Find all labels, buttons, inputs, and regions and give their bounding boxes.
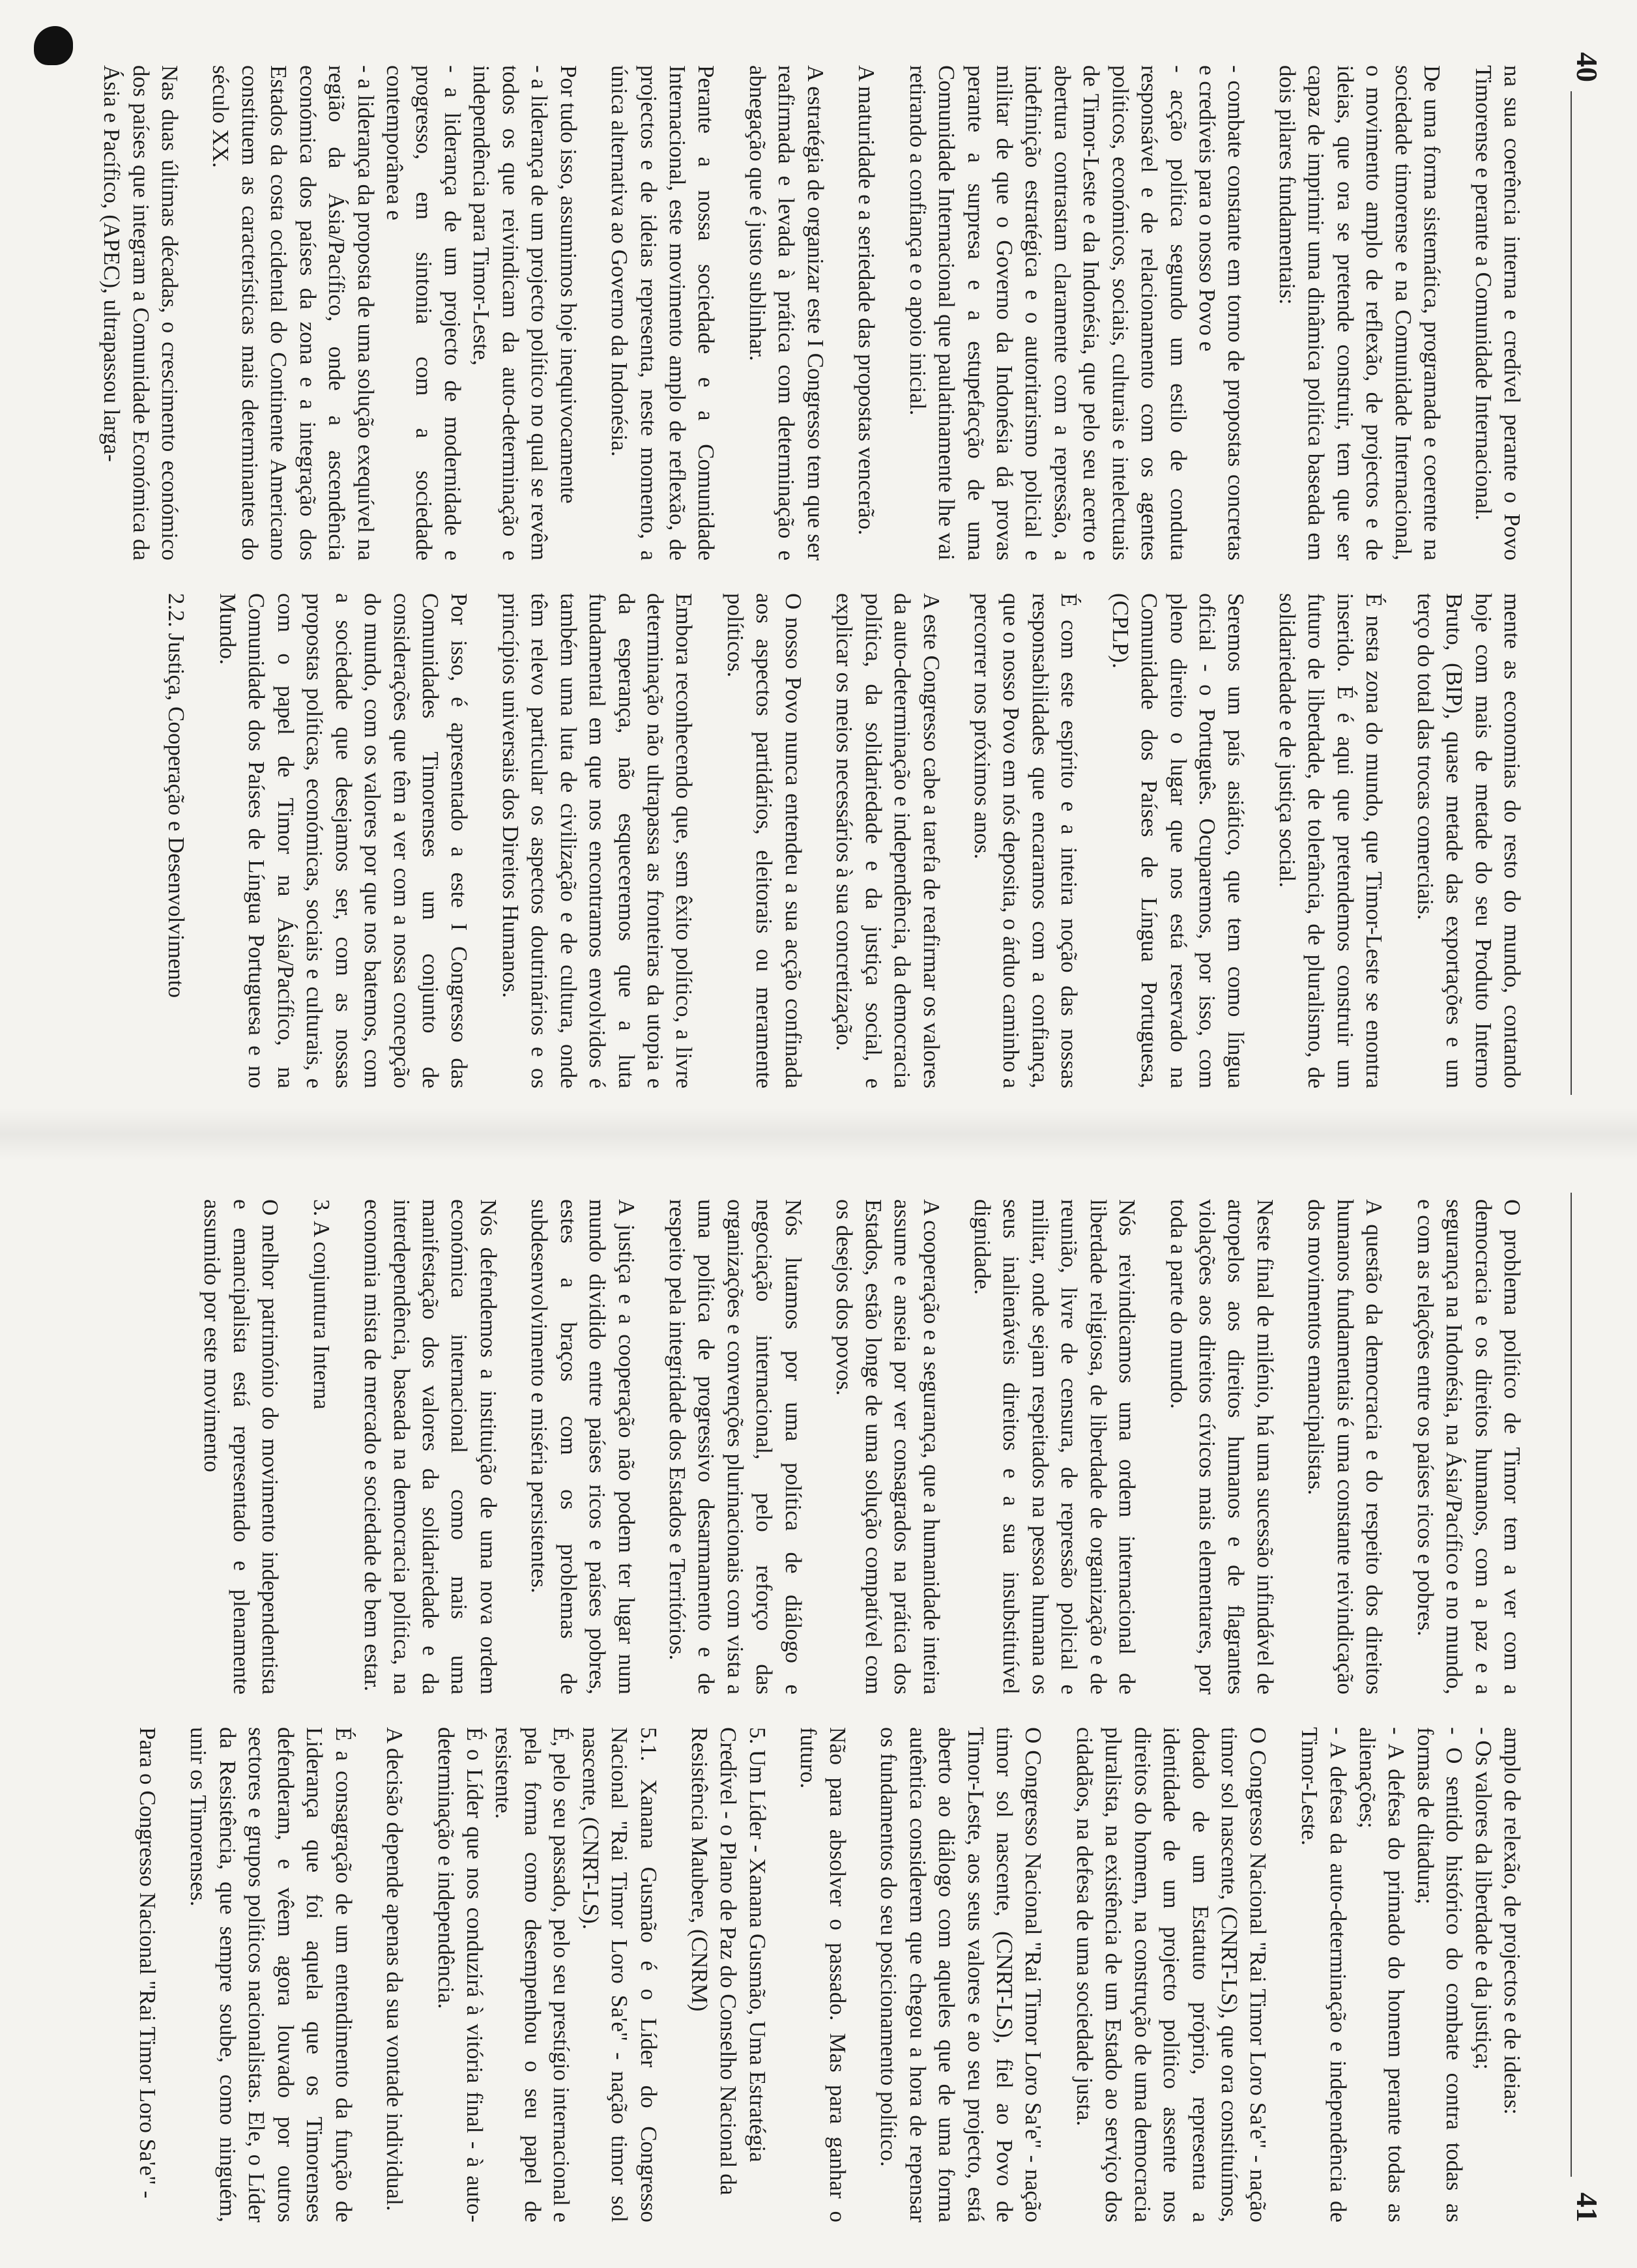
paragraph: mente as economias do resto do mundo, contando hoje com mais de metade do seu Produto Interno Bruto, (BIP), quase metade das exportações e um terço do total das trocas comerciais. xyxy=(1412,593,1525,1088)
paragraph: A justiça e a cooperação não podem ter lugar num mundo dividido entre países ricos e países pobres, estes a braços com os problemas de subdesenvolvimento e miséria persistentes. xyxy=(527,1199,639,1694)
right-column-2 xyxy=(26,1727,1526,2222)
section-heading: 5. Um Líder - Xanana Gusmão, Uma Estratégia Credível - o Plano de Paz do Conselho Nacional da Resistência Maubere, (CNRM) xyxy=(687,1727,770,2196)
list-item: Por tudo isso, assumimos hoje inequivocamente xyxy=(555,65,581,504)
bullet-list xyxy=(206,65,583,560)
paragraph: Não para absolver o passado. Mas para ganhar o futuro. xyxy=(796,1727,850,2222)
paragraph: O Congresso Nacional "Rai Timor Loro Sa'e" - nação timor sol nascente, (CNRT-LS), fiel ao Povo de Timor-Leste, aos seus valores e ao seu projecto, está aberto ao diálogo com aqueles que de uma forma autêntica considerem que chegou a hora de repensar os fundamentos do seu posicionamento político. xyxy=(876,1727,1047,2222)
left-column-2 xyxy=(26,593,1526,1088)
paragraph: O problema político de Timor tem a ver com a democracia e os direitos humanos, com a paz e a segurança na Indonésia, na Ásia/Pacífico e no mundo, e com as relações entre os países ricos e pobres. xyxy=(1412,1199,1525,1694)
paragraph: É a consagração de um entendimento da função de Liderança que foi aquela que os Timorenses defenderam, e vêem agora louvado por outros sectores e grupos políticos nacionalistas. Ele, o Líder da Resistência, que sempre soube, como ninguém, unir os Timorenses. xyxy=(186,1727,356,2222)
paragraph: É o Líder que nos conduzirá à vitória final - à auto-determinação e independência. xyxy=(433,1727,487,2222)
bullet-list xyxy=(1295,1727,1527,2222)
list-item: - a liderança de um projecto político no qual se revêm todos os que reivindicam da auto-determinação e independência para Timor-Leste, xyxy=(469,65,553,560)
list-item: amplo de relexão, de projectos e de ideias: xyxy=(1499,1727,1525,2115)
paragraph: A decisão depende apenas da sua vontade individual. xyxy=(382,1727,408,2211)
paragraph: De uma forma sistemática, programada e coerente na sociedade timorense e na Comunidade Internacional, o movimento amplo de reflexão, de projectos e de ideias, que ora se pretende construir, tem que ser capaz de imprimir uma dinâmica política baseada em dois pilares fundamentais: xyxy=(1274,65,1445,560)
paragraph: Nas duas últimas décadas, o crescimento económico dos países que integram a Comunidade Económica da Ásia e Pacífico, (APEC), ultrapassou larga- xyxy=(99,65,183,560)
right-page xyxy=(0,1134,1637,2268)
list-item: - A defesa da auto-determinação e independência de Timor-Leste. xyxy=(1296,1727,1352,2222)
right-columns xyxy=(26,1199,1526,2222)
paragraph: Perante a nossa sociedade e a Comunidade Internacional, este movimento amplo de reflexão, de projectos e de ideias representa, neste momento, a única alternativa ao Governo da Indonésia. xyxy=(607,65,719,560)
paragraph: Por isso, é apresentado a este I Congresso das Comunidades Timorenses um conjunto de considerações que têm a ver com a nossa concepção do mundo, com os valores por que nos batemos, com a sociedade que desejamos ser, com as nossas propostas políticas, económicas, sociais e culturais, e com o papel de Timor na Ásia/Pacífico, na Comunidade dos Países de Língua Portuguesa e no Mundo. xyxy=(214,593,472,1088)
paragraph: na sua coerência interna e credível perante o Povo Timorense e perante a Comunidade Internacional. xyxy=(1470,65,1525,560)
paragraph: Neste final de milénio, há uma sucessão infindável de atropelos aos direitos humanos e de flagrantes violações aos direitos cívicos mais elementares, por toda a parte do mundo. xyxy=(1165,1199,1278,1694)
header-rule xyxy=(1571,91,1572,1095)
left-columns xyxy=(26,65,1526,1088)
section-heading: 3. A conjuntura Interna xyxy=(308,1199,334,1410)
paragraph: Para o Congresso Nacional "Rai Timor Loro Sa'e" - xyxy=(135,1727,161,2199)
paragraph: Seremos um país asiático, que tem como língua oficial - o Português. Ocuparemos, por isso, com pleno direito o lugar que nos está reservado na Comunidade dos Países de Língua Portuguesa, (CPLP). xyxy=(1107,593,1249,1088)
paragraph: O nosso Povo nunca entendeu a sua acção confinada aos aspectos partidários, eleitorais ou meramente políticos. xyxy=(722,593,806,1088)
paragraph: A questão da democracia e do respeito dos direitos humanos fundamentais é uma constante reivindicação dos movimentos emancipalistas. xyxy=(1303,1199,1387,1694)
paragraph: Nós reivindicamos uma ordem internacional de liberdade religiosa, de liberdade de organização e de reunião, livre de censura, de repressão policial e militar, onde sejam respeitados na pessoa humana os seus inalienáveis direitos e a sua insubstituível dignidade. xyxy=(970,1199,1140,1694)
header-rule xyxy=(1571,1193,1572,2177)
scan-blot xyxy=(34,26,73,65)
paragraph: Embora reconhecendo que, sem êxito político, a livre determinação não ultrapassa as fronteiras da utopia e da esperança, não esqueceremos que a luta fundamental em que nos encontramos envolvidos é também uma luta de civilização e de cultura, onde têm relevo particular os aspectos doutrinários e os princípios universais dos Direitos Humanos. xyxy=(497,593,697,1088)
list-item: - combate constante em torno de propostas concretas e credíveis para o nosso Povo e xyxy=(1195,65,1249,560)
paragraph: O melhor património do movimento independentista e emancipalista está representado e plenamente assumido por este movimento xyxy=(199,1199,283,1694)
paragraph: É com este espírito e a inteira noção das nossas responsabilidades que encaramos com a confiança, que o nosso Povo em nós deposita, o árduo caminho a percorrer nos próximos anos. xyxy=(970,593,1082,1088)
list-item: - O sentido histórico do combate contra todas as formas de ditadura; xyxy=(1412,1727,1468,2222)
list-item: - Os valores da liberdade e da justiça; xyxy=(1470,1727,1496,2070)
paragraph: Nós lutamos por uma política de diálogo e negociação internacional, pelo reforço das organizações e convenções plurinacionais com vista a uma política de progressivo desarmamento e de respeito pela integridade dos Estados e Territórios. xyxy=(665,1199,806,1694)
paragraph: Nós defendemos a instituição de uma nova ordem económica internacional como mais uma manifestação dos valores da solidariedade e da interdependência, baseada na democracia política, na economia mista de mercado e sociedade de bem estar. xyxy=(360,1199,501,1694)
bullet-list xyxy=(903,65,1250,560)
list-item: - a liderança de um projecto de modernidade e progresso, em sintonia com a sociedade contemporânea e xyxy=(382,65,465,560)
paragraph: É nesta zona do mundo, que Timor-Leste se enontra inserido. É é aqui que pretendemos construir um futuro de liberdade, de tolerância, de pluralismo, de solidariedade e de justiça social. xyxy=(1274,593,1387,1088)
paragraph: A maturidade e a seriedade das propostas vencerão. xyxy=(854,65,880,536)
list-item: - a liderança da proposta de uma solução exequível na região da Ásia/Pacífico, onde a ascendência económica dos países da zona e a integração dos Estados da costa ocidental do Continente Americano constituem as características mais determinantes do século XX. xyxy=(208,65,379,560)
list-item: - acção política segundo um estilo de conduta responsável e de relacionamento com os agentes políticos, económicos, sociais, culturais e intelectuais de Timor-Leste e da Indonésia, que pelo seu acerto e abertura contrastam claramente com a repressão, a indefinição estratégica e o autoritarismo policial e militar de que o Governo da Indonésia dá provas perante a surpresa e a estupefacção de uma Comunidade Internacional que paulatinamente lhe vai retirando a confiança e o apoio inicial. xyxy=(905,65,1191,560)
paragraph: O Congresso Nacional "Rai Timor Loro Sa'e" - nação timor sol nascente, (CNRT-LS), que ora constituímos, dotado de um Estatuto próprio, representa a identidade de um projecto político assente nos direitos do homem, na construção de uma democracia pluralista, na existência de um Estado ao serviço dos cidadãos, na defesa de uma sociedade justa. xyxy=(1071,1727,1271,2222)
paragraph: A cooperação e a segurança, que a humanidade inteira assume e anseia por ver consagrados na prática dos Estados, estão longe de uma solução compatível com os desejos dos povos. xyxy=(832,1199,944,1694)
paragraph: A este Congresso cabe a tarefa de reafirmar os valores da auto-determinação e independência, da democracia política, da solidariedade e da justiça social, e explicar os meios necessários à sua concretização. xyxy=(832,593,944,1088)
page-number: 40 xyxy=(1571,52,1604,82)
section-heading: 2.2. Justiça, Cooperação e Desenvolvimento xyxy=(164,593,190,998)
list-item: - A defesa do primado do homem perante todas as alienações; xyxy=(1354,1727,1410,2222)
paragraph: É, pelo seu passado, pelo seu prestígio internacional e pela forma como desempenhou o seu papel de resistente. xyxy=(491,1727,575,2222)
left-column-1 xyxy=(26,65,1526,560)
right-column-1 xyxy=(26,1199,1526,1694)
paragraph: A estratégia de organizar este I Congresso tem que ser reafirmada e levada à prática com determinação e abnegação que é justo sublinhar. xyxy=(744,65,828,560)
page-number: 41 xyxy=(1571,2192,1604,2222)
paragraph: 5.1. Xanana Gusmão é o Líder do Congresso Nacional "Rai Timor Loro Sa'e" - nação timor sol nascente, (CNRT-LS). xyxy=(577,1727,661,2222)
